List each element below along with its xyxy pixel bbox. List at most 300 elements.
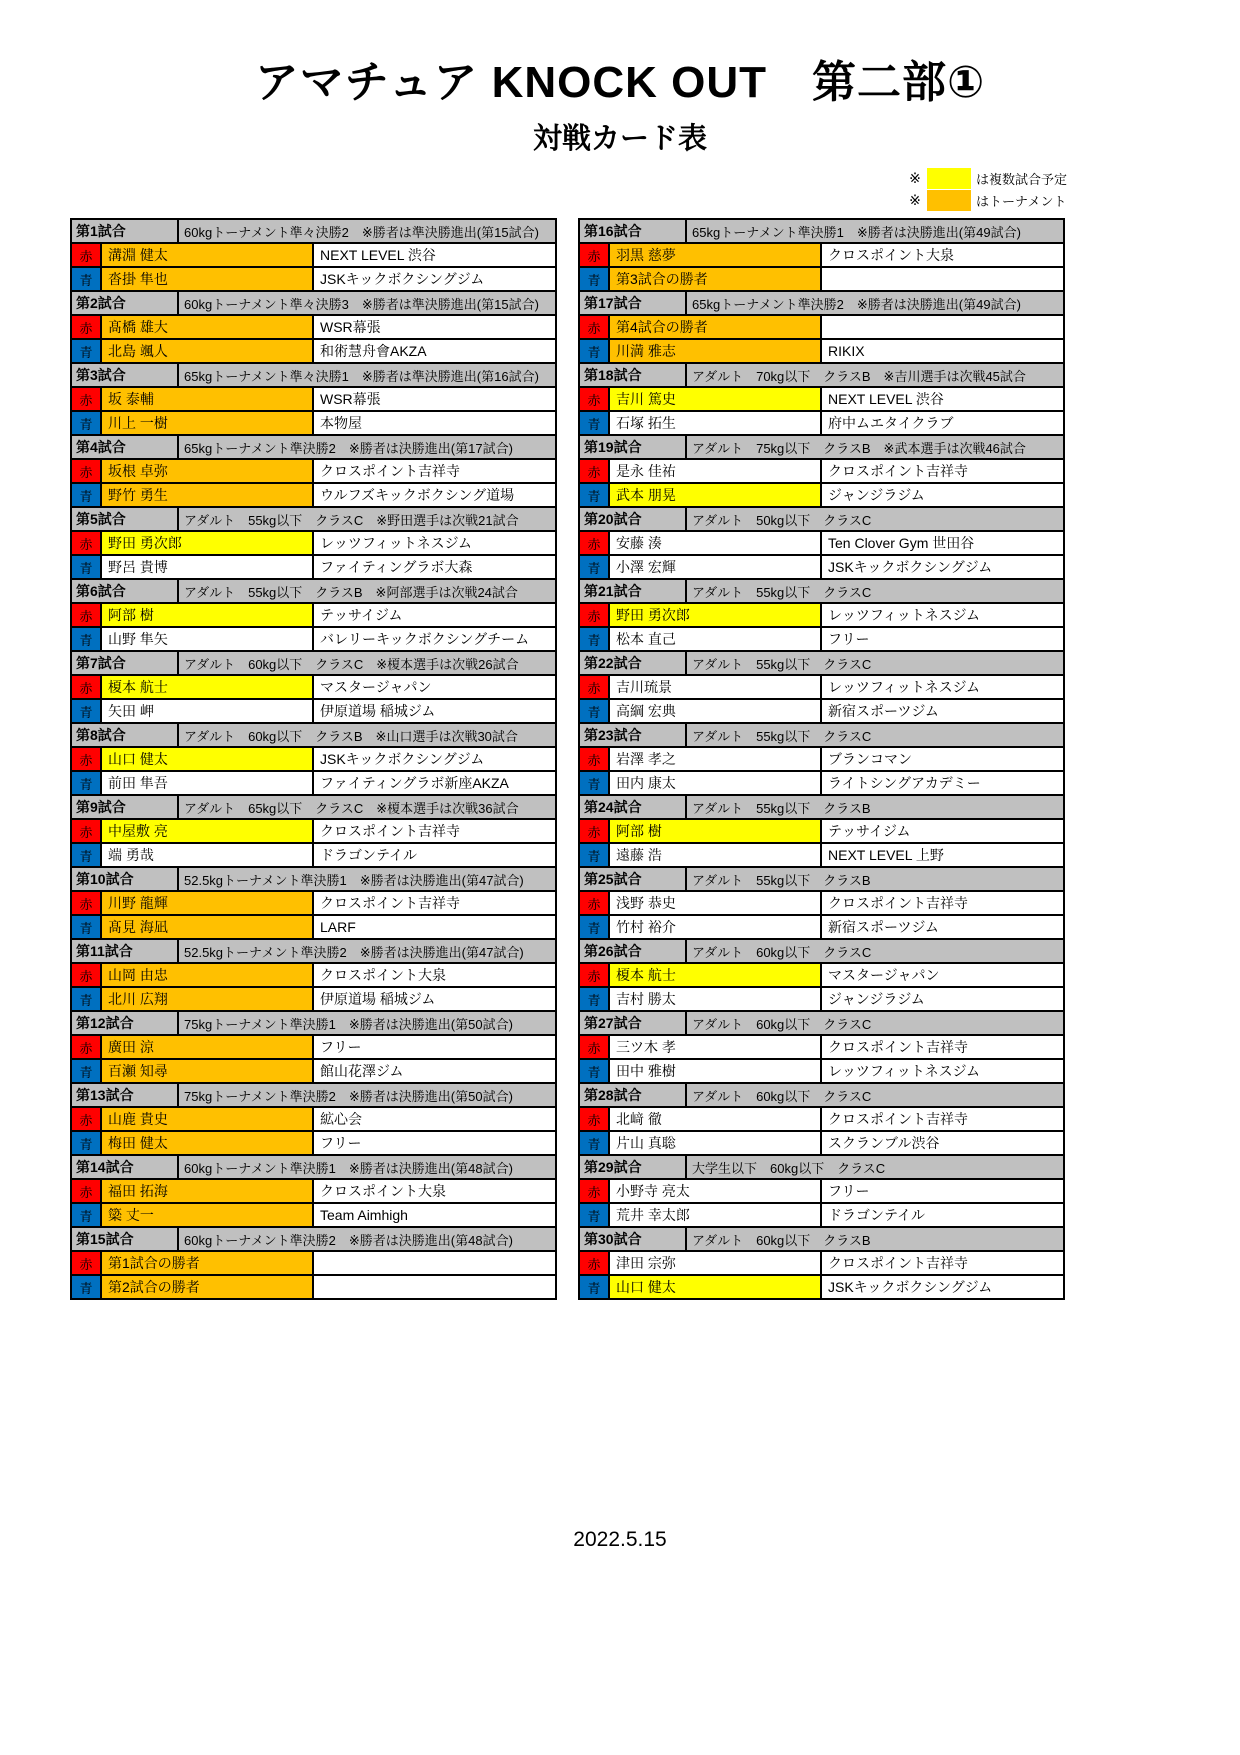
match-number: 第26試合 [580,940,687,962]
gym-name: 府中ムエタイクラブ [828,415,954,431]
fighter-name: 武本 朋晃 [610,484,822,506]
fighter-name: 端 勇哉 [102,844,314,866]
match-description: アダルト 60kg以下 クラスC ※榎本選手は次戦26試合 [184,656,519,672]
gym-name: ジャンジラジム [828,487,925,503]
blue-fighter-row [578,554,1065,580]
match-block [578,1082,1065,1156]
blue-corner-badge: 青 [72,700,102,722]
blue-corner-badge: 青 [580,628,610,650]
match-header-row [70,290,557,316]
match-number: 第5試合 [72,508,179,530]
blue-corner-badge: 青 [72,988,102,1010]
match-description: アダルト 55kg以下 クラスC [692,728,872,744]
match-description: アダルト 55kg以下 クラスB ※阿部選手は次戦24試合 [184,584,518,600]
fighter-name: 第4試合の勝者 [610,316,822,338]
match-description: アダルト 60kg以下 クラスC [692,1088,872,1104]
match-description: アダルト 65kg以下 クラスC ※榎本選手は次戦36試合 [184,800,519,816]
legend-label: はトーナメント [976,193,1067,209]
match-number: 第20試合 [580,508,687,530]
match-header-row [578,722,1065,748]
fighter-name: 是永 佳祐 [610,460,822,482]
gym-name [822,268,1063,290]
red-corner-badge: 赤 [72,964,102,986]
match-number: 第27試合 [580,1012,687,1034]
blue-corner-badge: 青 [72,556,102,578]
match-description: 52.5kgトーナメント準決勝2 ※勝者は決勝進出(第47試合) [184,944,524,960]
blue-fighter-row [70,410,557,436]
fighter-name: 浅野 恭史 [610,892,822,914]
gym-name: マスタージャパン [828,967,940,983]
match-number: 第1試合 [72,220,179,242]
page-subtitle: 対戦カード表 [532,123,707,155]
fighter-name: 簗 丈一 [102,1204,314,1226]
blue-corner-badge: 青 [580,916,610,938]
match-number: 第3試合 [72,364,179,386]
match-number: 第2試合 [72,292,179,314]
fighter-name: 坂根 卓弥 [102,460,314,482]
gym-name: 絋心会 [320,1111,362,1127]
match-header-row [578,578,1065,604]
match-header-row [70,506,557,532]
match-description: 75kgトーナメント準決勝1 ※勝者は決勝進出(第50試合) [184,1016,513,1032]
fighter-name: 津田 宗弥 [610,1252,822,1274]
gym-name: フリー [828,1183,870,1199]
red-fighter-row [70,1106,557,1132]
gym-name: WSR幕張 [320,391,381,407]
fighter-name: 第2試合の勝者 [102,1276,314,1298]
gym-name: フリー [320,1135,362,1151]
fighter-name: 田内 康太 [610,772,822,794]
blue-corner-badge: 青 [72,772,102,794]
gym-name: 本物屋 [320,415,362,431]
blue-corner-badge: 青 [72,628,102,650]
gym-name: マスタージャパン [320,679,432,695]
match-number: 第28試合 [580,1084,687,1106]
gym-name: クロスポイント吉祥寺 [828,895,968,911]
match-block [70,1010,557,1084]
red-corner-badge: 赤 [72,1180,102,1202]
match-block [70,866,557,940]
match-number: 第9試合 [72,796,179,818]
gym-name: JSKキックボクシングジム [828,1279,993,1295]
blue-corner-badge: 青 [580,484,610,506]
gym-name: JSKキックボクシングジム [828,559,993,575]
match-header-row [70,650,557,676]
gym-name: ファイティングラボ新座AKZA [320,775,509,791]
fighter-name: 山岡 由忠 [102,964,314,986]
blue-fighter-row [70,482,557,508]
red-corner-badge: 赤 [580,964,610,986]
gym-name: クロスポイント大泉 [828,247,954,263]
blue-fighter-row [70,1130,557,1156]
match-block [578,506,1065,580]
match-number: 第12試合 [72,1012,179,1034]
match-description: 60kgトーナメント準決勝2 ※勝者は決勝進出(第48試合) [184,1232,513,1248]
red-corner-badge: 赤 [580,820,610,842]
blue-fighter-row [70,1058,557,1084]
fighter-name: 川上 一樹 [102,412,314,434]
red-corner-badge: 赤 [72,1252,102,1274]
match-block [578,362,1065,436]
gym-name: 伊原道場 稲城ジム [320,703,436,719]
fighter-name: 山口 健太 [610,1276,822,1298]
blue-fighter-row [578,410,1065,436]
fighter-name: 榎本 航士 [610,964,822,986]
match-header-row [70,1082,557,1108]
match-header-row [70,794,557,820]
red-corner-badge: 赤 [580,460,610,482]
fighter-name: 第1試合の勝者 [102,1252,314,1274]
gym-name: Team Aimhigh [320,1207,408,1223]
red-corner-badge: 赤 [72,532,102,554]
match-block [70,650,557,724]
blue-corner-badge: 青 [580,772,610,794]
gym-name: 新宿スポーツジム [828,919,939,935]
match-number: 第21試合 [580,580,687,602]
gym-name: クロスポイント吉祥寺 [828,463,968,479]
gym-name: Ten Clover Gym 世田谷 [828,535,975,551]
gym-name: NEXT LEVEL 渋谷 [320,247,436,263]
fighter-name: 川満 雅志 [610,340,822,362]
red-corner-badge: 赤 [580,748,610,770]
red-fighter-row [70,386,557,412]
match-number: 第7試合 [72,652,179,674]
red-fighter-row [70,1034,557,1060]
gym-name: 和術慧舟會AKZA [320,343,427,359]
blue-corner-badge: 青 [580,340,610,362]
fighter-name: 吉村 勝太 [610,988,822,1010]
fighter-name: 第3試合の勝者 [610,268,822,290]
gym-name: レッツフィットネスジム [828,607,981,623]
red-fighter-row [578,1250,1065,1276]
match-number: 第10試合 [72,868,179,890]
gym-name: クロスポイント吉祥寺 [828,1255,968,1271]
gym-name: フリー [828,631,870,647]
match-header-row [578,1082,1065,1108]
blue-fighter-row [578,1202,1065,1228]
gym-name: クロスポイント吉祥寺 [320,823,460,839]
match-block [578,218,1065,292]
blue-fighter-row [70,914,557,940]
match-block [70,1154,557,1228]
blue-corner-badge: 青 [580,700,610,722]
match-header-row [578,434,1065,460]
red-fighter-row [70,458,557,484]
gym-name: クロスポイント吉祥寺 [320,463,460,479]
match-description: アダルト 60kg以下 クラスB [692,1232,871,1248]
match-block [578,650,1065,724]
blue-corner-badge: 青 [580,1276,610,1298]
gym-name: ジャンジラジム [828,991,925,1007]
red-fighter-row [578,962,1065,988]
blue-fighter-row [578,338,1065,364]
match-header-row [578,218,1065,244]
fighter-name: 羽黒 慈夢 [610,244,822,266]
match-description: アダルト 55kg以下 クラスB [692,872,871,888]
match-number: 第4試合 [72,436,179,458]
red-fighter-row [578,890,1065,916]
gym-name: レッツフィットネスジム [320,535,473,551]
fighter-name: 山口 健太 [102,748,314,770]
gym-name: 館山花澤ジム [320,1063,404,1079]
match-number: 第14試合 [72,1156,179,1178]
blue-fighter-row [70,266,557,292]
blue-corner-badge: 青 [72,340,102,362]
gym-name: 伊原道場 稲城ジム [320,991,436,1007]
red-corner-badge: 赤 [580,892,610,914]
legend-item [903,167,1067,189]
match-header-row [578,794,1065,820]
red-fighter-row [578,530,1065,556]
match-block [70,1082,557,1156]
match-description: アダルト 55kg以下 クラスC [692,656,872,672]
gym-name: 新宿スポーツジム [828,703,939,719]
match-description: アダルト 55kg以下 クラスB [692,800,871,816]
fighter-name: 榎本 航士 [102,676,314,698]
fighter-name: 溝淵 健太 [102,244,314,266]
fighter-name: 野田 勇次郎 [102,532,314,554]
gym-name: WSR幕張 [320,319,381,335]
gym-name [314,1276,555,1298]
fighter-name: 松本 直己 [610,628,822,650]
match-description: 52.5kgトーナメント準決勝1 ※勝者は決勝進出(第47試合) [184,872,524,888]
match-number: 第6試合 [72,580,179,602]
red-fighter-row [70,314,557,340]
gym-name: レッツフィットネスジム [828,1063,981,1079]
match-description: 大学生以下 60kg以下 クラスC [692,1160,886,1176]
fighter-name: 遠藤 浩 [610,844,822,866]
red-fighter-row [70,530,557,556]
blue-fighter-row [578,482,1065,508]
red-corner-badge: 赤 [72,460,102,482]
match-header-row [578,938,1065,964]
blue-fighter-row [578,914,1065,940]
fighter-name: 川野 龍輝 [102,892,314,914]
red-fighter-row [578,1178,1065,1204]
blue-fighter-row [70,1202,557,1228]
gym-name: クロスポイント大泉 [320,967,446,983]
red-fighter-row [578,314,1065,340]
gym-name: クロスポイント吉祥寺 [320,895,460,911]
multiple-bouts-color-swatch [927,168,971,189]
reference-mark: ※ [909,191,921,208]
fighter-name: 安藤 湊 [610,532,822,554]
fighter-name: 矢田 岬 [102,700,314,722]
match-block [578,1226,1065,1300]
gym-name: NEXT LEVEL 渋谷 [828,391,944,407]
match-description: 65kgトーナメント準々決勝1 ※勝者は準決勝進出(第16試合) [184,368,539,384]
red-fighter-row [578,1034,1065,1060]
match-block [578,1010,1065,1084]
fighter-name: 北川 広翔 [102,988,314,1010]
blue-fighter-row [70,770,557,796]
fighter-name: 阿部 樹 [610,820,822,842]
red-corner-badge: 赤 [580,388,610,410]
match-number: 第8試合 [72,724,179,746]
match-description: 75kgトーナメント準決勝2 ※勝者は決勝進出(第50試合) [184,1088,513,1104]
match-header-row [70,1226,557,1252]
match-number: 第13試合 [72,1084,179,1106]
fighter-name: 高綱 宏典 [610,700,822,722]
gym-name: ウルフズキックボクシング道場 [320,487,515,503]
match-number: 第11試合 [72,940,179,962]
match-number: 第29試合 [580,1156,687,1178]
red-corner-badge: 赤 [72,820,102,842]
match-header-row [70,938,557,964]
blue-corner-badge: 青 [580,268,610,290]
red-fighter-row [578,746,1065,772]
match-header-row [70,866,557,892]
red-corner-badge: 赤 [580,316,610,338]
blue-fighter-row [578,266,1065,292]
red-corner-badge: 赤 [72,316,102,338]
fighter-name: 北島 颯人 [102,340,314,362]
red-corner-badge: 赤 [72,604,102,626]
blue-fighter-row [578,1058,1065,1084]
match-description: 65kgトーナメント準決勝1 ※勝者は決勝進出(第49試合) [692,224,1021,240]
gym-name: レッツフィットネスジム [828,679,981,695]
match-number: 第19試合 [580,436,687,458]
fighter-name: 前田 隼吾 [102,772,314,794]
gym-name: ドラゴンテイル [320,847,418,863]
gym-name: テッサイジム [320,607,403,623]
blue-corner-badge: 青 [580,1060,610,1082]
blue-corner-badge: 青 [580,988,610,1010]
red-corner-badge: 赤 [72,676,102,698]
gym-name: ライトシングアカデミー [828,775,981,791]
red-corner-badge: 赤 [580,1108,610,1130]
match-block [70,794,557,868]
blue-corner-badge: 青 [72,1132,102,1154]
fighter-name: 北﨑 徹 [610,1108,822,1130]
match-block [70,938,557,1012]
match-description: アダルト 75kg以下 クラスB ※武本選手は次戦46試合 [692,440,1026,456]
blue-fighter-row [578,698,1065,724]
match-header-row [578,1226,1065,1252]
legend-item [903,189,1067,211]
red-fighter-row [578,242,1065,268]
fighter-name: 野竹 勇生 [102,484,314,506]
match-block [70,434,557,508]
blue-corner-badge: 青 [72,268,102,290]
blue-fighter-row [578,626,1065,652]
fighter-name: 沓掛 隼也 [102,268,314,290]
match-header-row [578,650,1065,676]
red-fighter-row [70,602,557,628]
red-corner-badge: 赤 [580,676,610,698]
match-description: 60kgトーナメント準々決勝3 ※勝者は準決勝進出(第15試合) [184,296,539,312]
fighter-name: 岩澤 孝之 [610,748,822,770]
red-fighter-row [578,674,1065,700]
match-description: 65kgトーナメント準決勝2 ※勝者は決勝進出(第17試合) [184,440,513,456]
match-description: アダルト 60kg以下 クラスB ※山口選手は次戦30試合 [184,728,518,744]
match-number: 第18試合 [580,364,687,386]
gym-name: JSKキックボクシングジム [320,271,485,287]
match-table-left [70,218,557,1300]
blue-fighter-row [70,626,557,652]
match-table-right [578,218,1065,1300]
fighter-name: 小野寺 亮太 [610,1180,822,1202]
gym-name: クロスポイント吉祥寺 [828,1039,968,1055]
blue-fighter-row [578,770,1065,796]
match-number: 第15試合 [72,1228,179,1250]
tournament-color-swatch [927,190,971,211]
match-header-row [578,290,1065,316]
match-description: アダルト 60kg以下 クラスC [692,1016,872,1032]
blue-corner-badge: 青 [72,484,102,506]
fighter-name: 小澤 宏輝 [610,556,822,578]
match-description: アダルト 70kg以下 クラスB ※吉川選手は次戦45試合 [692,368,1026,384]
match-header-row [70,218,557,244]
gym-name: クロスポイント吉祥寺 [828,1111,968,1127]
match-header-row [578,866,1065,892]
red-fighter-row [70,746,557,772]
match-description: 60kgトーナメント準々決勝2 ※勝者は準決勝進出(第15試合) [184,224,539,240]
blue-fighter-row [70,842,557,868]
fighter-name: 山野 隼矢 [102,628,314,650]
red-corner-badge: 赤 [580,532,610,554]
red-fighter-row [578,386,1065,412]
red-corner-badge: 赤 [72,892,102,914]
blue-fighter-row [578,1274,1065,1300]
fighter-name: 山鹿 貴史 [102,1108,314,1130]
blue-corner-badge: 青 [72,844,102,866]
fighter-name: 野呂 貴博 [102,556,314,578]
match-description: アダルト 60kg以下 クラスC [692,944,872,960]
gym-name [822,316,1063,338]
red-corner-badge: 赤 [580,604,610,626]
blue-fighter-row [578,986,1065,1012]
match-header-row [578,1154,1065,1180]
fighter-name: 田中 雅樹 [610,1060,822,1082]
blue-corner-badge: 青 [580,1204,610,1226]
fighter-name: 百瀬 知尋 [102,1060,314,1082]
match-header-row [70,722,557,748]
match-block [578,290,1065,364]
match-number: 第22試合 [580,652,687,674]
gym-name: バレリーキックボクシングチーム [320,631,530,647]
blue-fighter-row [70,338,557,364]
red-fighter-row [70,962,557,988]
footer-date: 2022.5.15 [573,1528,667,1551]
red-corner-badge: 赤 [580,1180,610,1202]
match-number: 第16試合 [580,220,687,242]
match-block [70,290,557,364]
blue-corner-badge: 青 [580,844,610,866]
red-corner-badge: 赤 [72,748,102,770]
match-block [578,866,1065,940]
gym-name: テッサイジム [828,823,911,839]
match-block [578,434,1065,508]
gym-name: NEXT LEVEL 上野 [828,847,944,863]
match-number: 第23試合 [580,724,687,746]
match-header-row [578,362,1065,388]
match-header-row [578,506,1065,532]
blue-corner-badge: 青 [72,412,102,434]
fighter-name: 坂 泰輔 [102,388,314,410]
gym-name: JSKキックボクシングジム [320,751,485,767]
red-corner-badge: 赤 [72,244,102,266]
match-header-row [70,578,557,604]
blue-fighter-row [70,554,557,580]
fighter-name: 髙橋 雄大 [102,316,314,338]
fighter-name: 野田 勇次郎 [610,604,822,626]
match-block [578,938,1065,1012]
red-corner-badge: 赤 [580,1036,610,1058]
page-title: アマチュア KNOCK OUT 第二部① [254,58,986,107]
red-fighter-row [70,242,557,268]
gym-name: LARF [320,919,356,935]
